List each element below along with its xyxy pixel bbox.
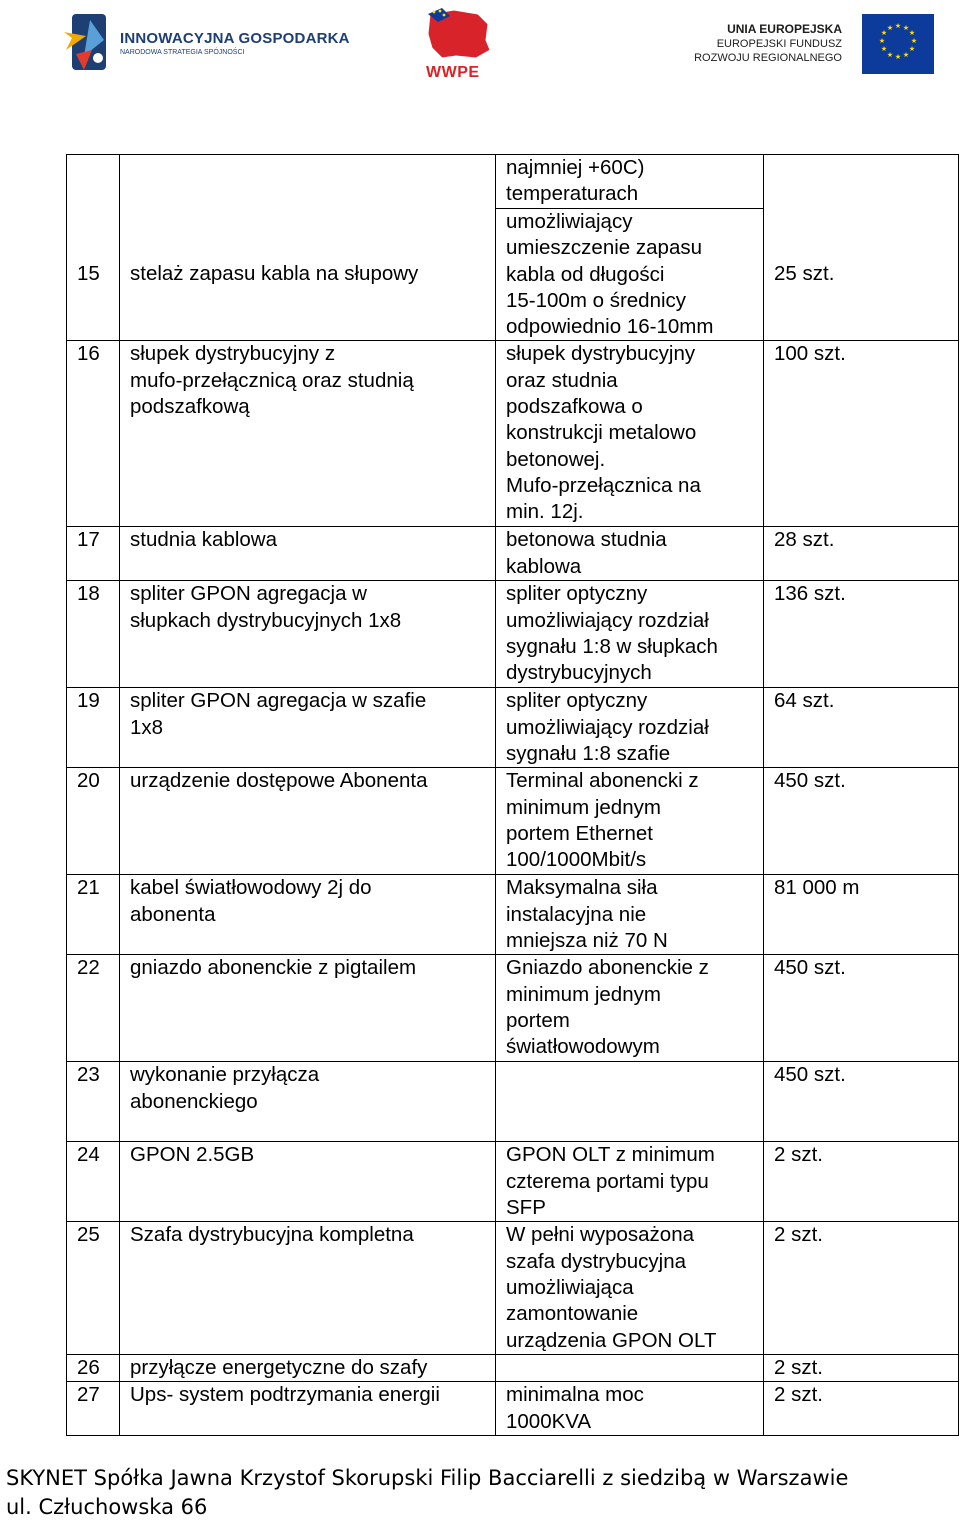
equipment-table-body xyxy=(67,155,959,1436)
footer-address-line: ul. Człuchowska 66 xyxy=(6,1495,208,1519)
item-name-line: podszafkową xyxy=(130,395,250,419)
item-quantity-cell xyxy=(764,581,959,688)
row-number: 20 xyxy=(77,769,100,793)
item-description-line: kablowa xyxy=(506,554,582,578)
item-quantity: 450 szt. xyxy=(774,769,846,793)
item-name-cell xyxy=(120,768,496,875)
item-quantity-cell xyxy=(764,155,959,209)
item-description-line: portem Ethernet xyxy=(506,822,653,846)
eu-line-1: UNIA EUROPEJSKA xyxy=(727,22,842,36)
row-number: 26 xyxy=(77,1355,100,1379)
item-name-cell xyxy=(120,1062,496,1142)
item-description-line: 100/1000Mbit/s xyxy=(506,848,647,872)
row-number: 15 xyxy=(77,261,100,285)
row-number-cell xyxy=(67,768,120,875)
equipment-table-container xyxy=(66,154,958,1436)
item-name-line: kabel światłowodowy 2j do xyxy=(130,876,372,900)
eu-line-3: ROZWOJU REGIONALNEGO xyxy=(694,52,842,64)
item-description-line: betonowa studnia xyxy=(506,528,667,552)
item-description-line: czterema portami typu xyxy=(506,1169,709,1193)
table-row xyxy=(67,688,959,768)
page-footer xyxy=(6,1464,956,1522)
row-number: 23 xyxy=(77,1063,100,1087)
row-number: 27 xyxy=(77,1383,100,1407)
item-description-line: oraz studnia xyxy=(506,368,618,392)
item-description-line: odpowiednio 16-10mm xyxy=(506,315,714,339)
item-name-cell xyxy=(120,955,496,1062)
item-description-line: temperaturach xyxy=(506,182,639,206)
item-name-line: słupkach dystrybucyjnych 1x8 xyxy=(130,608,402,632)
row-number-cell xyxy=(67,688,120,768)
item-description-line: umożliwiający rozdział xyxy=(506,608,709,632)
svg-text:★: ★ xyxy=(908,29,916,37)
row-number-cell xyxy=(67,1354,120,1381)
item-description-line: instalacyjna nie xyxy=(506,902,647,926)
item-description-line: kabla od długości xyxy=(506,262,665,286)
item-quantity: 136 szt. xyxy=(774,582,846,606)
svg-text:★: ★ xyxy=(880,29,888,37)
table-row xyxy=(67,1382,959,1436)
item-quantity: 81 000 m xyxy=(774,876,860,900)
row-number: 25 xyxy=(77,1223,100,1247)
row-number-cell xyxy=(67,1142,120,1222)
item-name-cell xyxy=(120,875,496,955)
row-number-cell xyxy=(67,1382,120,1436)
item-description-line: minimum jednym xyxy=(506,795,661,819)
row-number: 17 xyxy=(77,528,100,552)
item-name-cell xyxy=(120,155,496,209)
table-row xyxy=(67,209,959,341)
item-description-line: urządzenia GPON OLT xyxy=(506,1328,717,1352)
table-row xyxy=(67,955,959,1062)
row-number: 22 xyxy=(77,956,100,980)
item-name-line: Szafa dystrybucyjna kompletna xyxy=(130,1223,414,1247)
item-name-line: spliter GPON agregacja w szafie xyxy=(130,689,427,713)
table-row xyxy=(67,768,959,875)
row-number-cell xyxy=(67,527,120,581)
table-row xyxy=(67,527,959,581)
item-quantity-cell xyxy=(764,1062,959,1142)
item-description-cell xyxy=(496,688,764,768)
item-description-cell xyxy=(496,155,764,209)
item-description-cell xyxy=(496,1062,764,1142)
item-quantity-cell xyxy=(764,955,959,1062)
item-name-cell xyxy=(120,209,496,341)
item-description-line: W pełni wyposażona xyxy=(506,1223,695,1247)
item-description-line: minimum jednym xyxy=(506,982,661,1006)
item-description-line: SFP xyxy=(506,1196,546,1220)
item-quantity-cell xyxy=(764,209,959,341)
item-description-cell xyxy=(496,1382,764,1436)
item-name-cell xyxy=(120,1354,496,1381)
item-name-line: gniazdo abonenckie z pigtailem xyxy=(130,956,417,980)
table-row xyxy=(67,875,959,955)
item-description-line: Terminal abonencki z xyxy=(506,769,699,793)
row-number-cell xyxy=(67,341,120,527)
item-name-line: spliter GPON agregacja w xyxy=(130,582,367,606)
item-description-line: min. 12j. xyxy=(506,500,584,524)
row-number: 19 xyxy=(77,689,100,713)
table-row xyxy=(67,1062,959,1142)
row-number-cell xyxy=(67,155,120,209)
svg-text:★: ★ xyxy=(878,37,886,45)
row-number-cell xyxy=(67,1062,120,1142)
item-name-line: urządzenie dostępowe Abonenta xyxy=(130,769,428,793)
item-name-line: abonenckiego xyxy=(130,1089,258,1113)
svg-text:★: ★ xyxy=(902,24,910,32)
table-row xyxy=(67,1354,959,1381)
eu-flag-icon xyxy=(862,14,934,74)
row-number: 18 xyxy=(77,582,100,606)
item-quantity-cell xyxy=(764,341,959,527)
item-quantity: 2 szt. xyxy=(774,1223,823,1247)
item-description-line: Mufo-przełącznica na xyxy=(506,473,701,497)
row-number-cell xyxy=(67,1222,120,1354)
item-description-line: spliter optyczny xyxy=(506,582,648,606)
ig-emblem-icon xyxy=(62,10,118,74)
row-number-cell xyxy=(67,581,120,688)
item-name-cell xyxy=(120,1142,496,1222)
item-description-line: umożliwiający rozdział xyxy=(506,715,709,739)
item-quantity-cell xyxy=(764,527,959,581)
item-description-cell xyxy=(496,1222,764,1354)
item-quantity-cell xyxy=(764,875,959,955)
ig-title: INNOWACYJNA GOSPODARKA xyxy=(120,30,350,47)
item-quantity-cell xyxy=(764,1354,959,1381)
row-number: 24 xyxy=(77,1143,100,1167)
item-quantity: 64 szt. xyxy=(774,689,835,713)
wwpe-logo xyxy=(420,6,510,84)
item-description-cell xyxy=(496,955,764,1062)
item-description-cell xyxy=(496,209,764,341)
item-description-line: GPON OLT z minimum xyxy=(506,1143,715,1167)
item-quantity-cell xyxy=(764,768,959,875)
innowacyjna-gospodarka-logo xyxy=(62,10,350,74)
eu-line-2: EUROPEJSKI FUNDUSZ xyxy=(716,38,842,50)
item-description-line: 1000KVA xyxy=(506,1409,592,1433)
item-description-line: spliter optyczny xyxy=(506,689,648,713)
item-name-cell xyxy=(120,581,496,688)
item-description-line: Gniazdo abonenckie z xyxy=(506,956,709,980)
row-number-cell xyxy=(67,955,120,1062)
item-name-cell xyxy=(120,1222,496,1354)
item-name-line: słupek dystrybucyjny z xyxy=(130,342,336,366)
item-quantity: 2 szt. xyxy=(774,1355,823,1379)
poland-map-icon xyxy=(420,6,496,62)
item-name-line: studnia kablowa xyxy=(130,528,278,552)
item-quantity-cell xyxy=(764,1142,959,1222)
item-quantity: 2 szt. xyxy=(774,1143,823,1167)
item-description-line: światłowodowym xyxy=(506,1035,660,1059)
item-description-line: minimalna moc xyxy=(506,1383,644,1407)
item-description-cell xyxy=(496,341,764,527)
table-row xyxy=(67,1222,959,1354)
item-description-cell xyxy=(496,768,764,875)
item-name-line: GPON 2.5GB xyxy=(130,1143,255,1167)
table-row xyxy=(67,581,959,688)
item-description-line: dystrybucyjnych xyxy=(506,661,652,685)
item-name-cell xyxy=(120,1382,496,1436)
item-name-cell xyxy=(120,527,496,581)
item-description-cell xyxy=(496,527,764,581)
item-description-cell xyxy=(496,581,764,688)
svg-text:★: ★ xyxy=(894,53,902,61)
row-number-cell xyxy=(67,875,120,955)
item-quantity: 450 szt. xyxy=(774,956,846,980)
wwpe-text: WWPE xyxy=(426,64,480,81)
item-description-cell xyxy=(496,1354,764,1381)
item-quantity: 450 szt. xyxy=(774,1063,846,1087)
item-description-line: umożliwiający xyxy=(506,210,633,233)
svg-text:★: ★ xyxy=(910,37,918,45)
item-name-line: wykonanie przyłącza xyxy=(130,1063,320,1087)
table-row xyxy=(67,1142,959,1222)
svg-text:★: ★ xyxy=(886,24,894,32)
table-row xyxy=(67,341,959,527)
item-description-line: umieszczenie zapasu xyxy=(506,236,702,260)
svg-text:★: ★ xyxy=(886,51,894,59)
item-description-cell xyxy=(496,1142,764,1222)
svg-text:★: ★ xyxy=(894,22,902,30)
item-quantity: 28 szt. xyxy=(774,528,835,552)
equipment-table xyxy=(66,154,959,1436)
item-description-line: sygnału 1:8 szafie xyxy=(506,742,671,766)
item-description-line: umożliwiająca xyxy=(506,1276,634,1300)
item-name-cell xyxy=(120,341,496,527)
item-description-line: mniejsza niż 70 N xyxy=(506,929,668,953)
item-name-line: abonenta xyxy=(130,902,216,926)
item-description-line: konstrukcji metalowo xyxy=(506,421,697,445)
item-description-line: betonowej. xyxy=(506,447,606,471)
item-description-line: szafa dystrybucyjna xyxy=(506,1249,687,1273)
item-description-line: Maksymalna siła xyxy=(506,876,658,900)
row-number: 16 xyxy=(77,342,100,366)
item-description-cell xyxy=(496,875,764,955)
item-quantity-cell xyxy=(764,1382,959,1436)
item-description-line: 15-100m o średnicy xyxy=(506,288,687,312)
page-header xyxy=(0,0,960,90)
footer-company-line: SKYNET Spółka Jawna Krzystof Skorupski Filip Bacciarelli z siedzibą w Warszawie xyxy=(6,1466,849,1490)
item-name-line: mufo-przełącznicą oraz studnią xyxy=(130,368,414,392)
item-quantity: 2 szt. xyxy=(774,1383,823,1407)
svg-text:★: ★ xyxy=(902,51,910,59)
svg-text:★: ★ xyxy=(908,45,916,53)
item-quantity-cell xyxy=(764,1222,959,1354)
item-description-line: sygnału 1:8 w słupkach xyxy=(506,635,718,659)
item-quantity: 100 szt. xyxy=(774,342,846,366)
item-description-line: najmniej +60C) xyxy=(506,156,645,179)
ig-subtitle: NARODOWA STRATEGIA SPÓJNOŚCI xyxy=(120,49,245,56)
table-row xyxy=(67,155,959,209)
item-description-line: słupek dystrybucyjny xyxy=(506,342,696,366)
item-description-line: zamontowanie xyxy=(506,1302,639,1326)
row-number-cell xyxy=(67,209,120,341)
item-name-line: Ups- system podtrzymania energii xyxy=(130,1383,440,1407)
item-description-line: portem xyxy=(506,1009,570,1033)
svg-text:★: ★ xyxy=(880,45,888,53)
item-quantity-cell xyxy=(764,688,959,768)
item-name-line: przyłącze energetyczne do szafy xyxy=(130,1355,428,1379)
row-number: 21 xyxy=(77,876,100,900)
item-name-cell xyxy=(120,688,496,768)
item-name-line: 1x8 xyxy=(130,715,164,739)
item-name-line: stelaż zapasu kabla na słupowy xyxy=(130,261,419,285)
item-description-line: podszafkowa o xyxy=(506,395,643,419)
item-quantity: 25 szt. xyxy=(774,261,835,285)
eu-logo xyxy=(694,10,934,76)
